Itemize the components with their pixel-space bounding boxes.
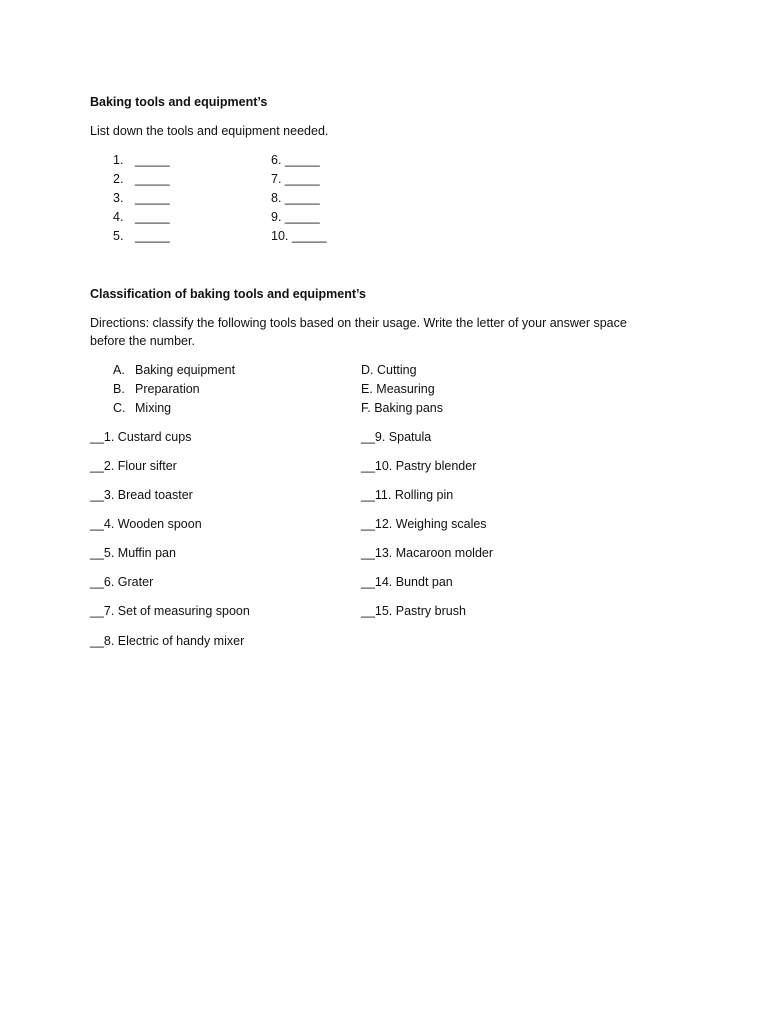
choice-letter: A. [113, 363, 125, 377]
choice: D. Cutting [361, 363, 417, 377]
list-item-number: 1. [113, 153, 124, 167]
list-item: 8. _____ [271, 191, 320, 205]
list-item-number: 4. [113, 210, 124, 224]
list-item-number: 2. [113, 172, 124, 186]
question-item: __2. Flour sifter [90, 459, 177, 473]
question-item: __5. Muffin pan [90, 546, 176, 560]
question-item: __14. Bundt pan [361, 575, 453, 589]
choice: F. Baking pans [361, 401, 443, 415]
list-item-blank: _____ [135, 229, 170, 243]
question-item: __3. Bread toaster [90, 488, 193, 502]
question-item: __9. Spatula [361, 430, 432, 444]
choice-letter: B. [113, 382, 125, 396]
question-item: __6. Grater [90, 575, 154, 589]
question-item: __10. Pastry blender [361, 459, 477, 473]
question-item: __7. Set of measuring spoon [90, 604, 250, 618]
question-item: __15. Pastry brush [361, 604, 466, 618]
choice-text: Baking equipment [135, 363, 236, 377]
list-item-blank: _____ [135, 153, 170, 167]
section1-instruction: List down the tools and equipment needed. [90, 124, 329, 138]
list-item: 6. _____ [271, 153, 320, 167]
question-item: __11. Rolling pin [361, 488, 454, 502]
question-item: __13. Macaroon molder [361, 546, 494, 560]
question-item: __4. Wooden spoon [90, 517, 202, 531]
list-item: 10. _____ [271, 229, 327, 243]
list-item-blank: _____ [135, 191, 170, 205]
list-item: 9. _____ [271, 210, 320, 224]
list-item-number: 3. [113, 191, 124, 205]
directions-line-1: Directions: classify the following tools based on their usage. Write the letter of your answer space [90, 316, 627, 330]
list-item: 7. _____ [271, 172, 320, 186]
question-item: __8. Electric of handy mixer [90, 634, 245, 648]
list-item-blank: _____ [135, 172, 170, 186]
section1-title: Baking tools and equipment’s [90, 95, 268, 109]
choice-letter: C. [113, 401, 126, 415]
choice: E. Measuring [361, 382, 435, 396]
list-item-number: 5. [113, 229, 124, 243]
list-item-blank: _____ [135, 210, 170, 224]
choice-text: Preparation [135, 382, 200, 396]
directions-line-2: before the number. [90, 334, 195, 348]
question-item: __12. Weighing scales [361, 517, 487, 531]
choice-text: Mixing [135, 401, 172, 415]
question-item: __1. Custard cups [90, 430, 192, 444]
section2-title: Classification of baking tools and equipment’s [90, 287, 366, 301]
